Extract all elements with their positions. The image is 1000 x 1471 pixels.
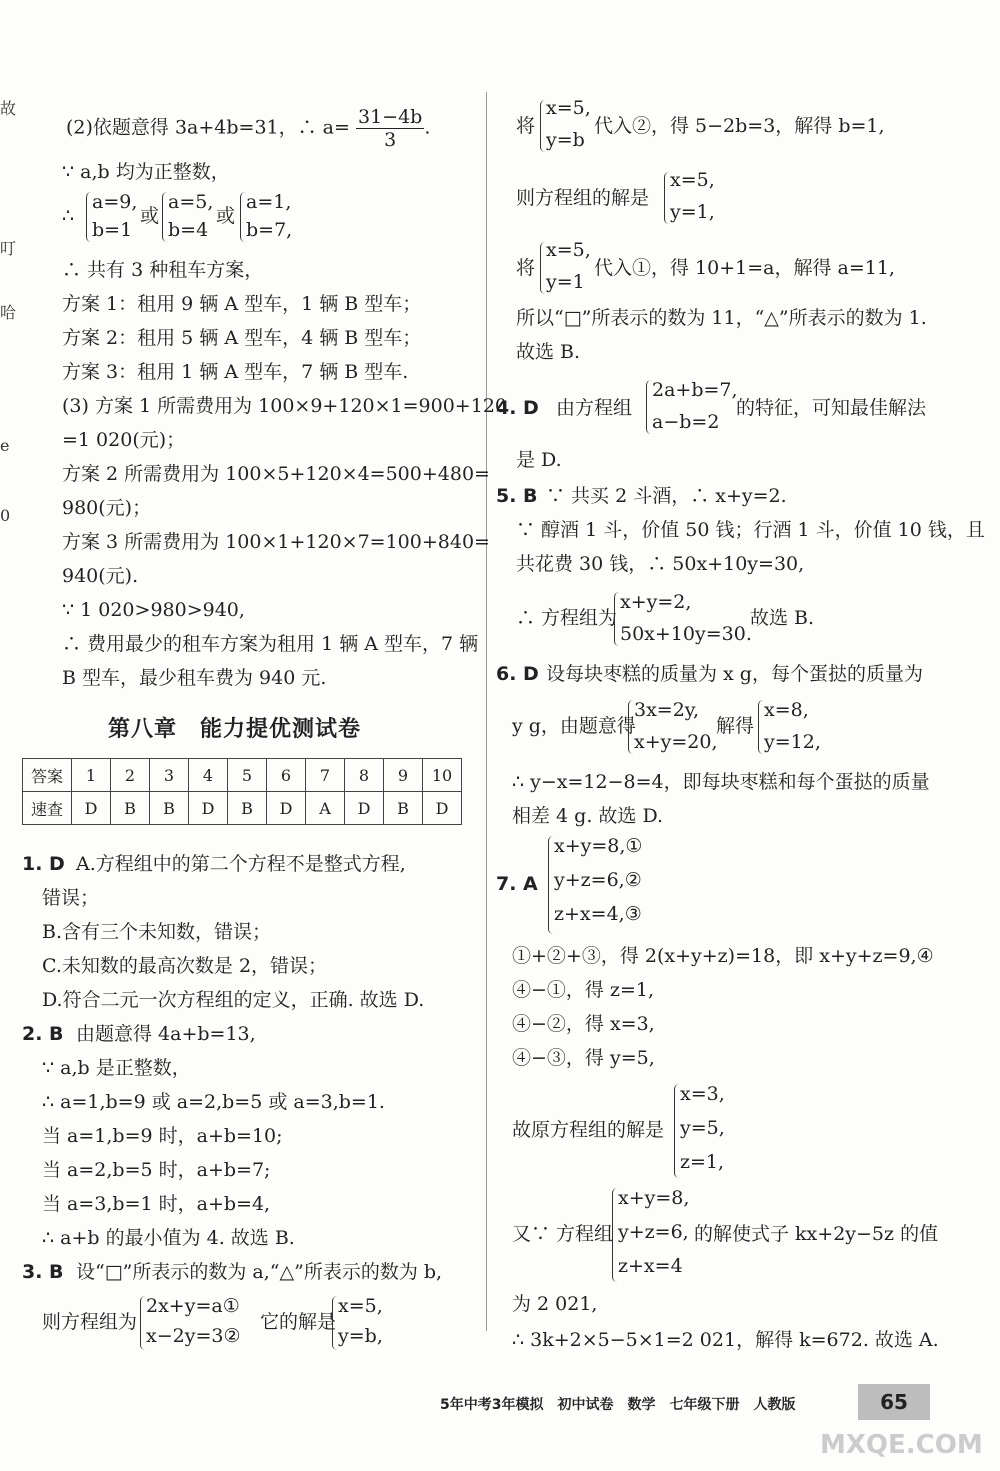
left-line: 由题意得 4a+b=13, — [76, 1023, 256, 1045]
sys-line: y=b — [546, 129, 585, 151]
edge-char: 0 — [0, 506, 11, 525]
sys-line: a=9, — [92, 191, 138, 213]
table-cell: D — [423, 792, 462, 825]
sys-line: y=1 — [546, 271, 585, 293]
sys-line: y=1, — [670, 201, 715, 223]
watermark: MXQE.COM — [820, 1430, 983, 1460]
sys-line: x=3, — [680, 1083, 725, 1105]
left-line: ∴ 共有 3 种租车方案， — [62, 259, 264, 281]
brace — [332, 1296, 337, 1350]
right-line: 将 — [516, 115, 536, 137]
left-line: ∴ 费用最少的租车方案为租用 1 辆 A 型车，7 辆 — [62, 633, 479, 655]
sys-line: x+y=8,① — [554, 835, 643, 857]
right-line: ④−③，得 y=5, — [512, 1047, 655, 1069]
sys-line: y=12, — [764, 731, 821, 753]
sys-line: y+z=6, — [618, 1221, 689, 1243]
right-line: 解得 — [716, 715, 755, 737]
brace — [540, 242, 545, 294]
table-cell: 8 — [345, 759, 384, 792]
right-line: ∵ 醇酒 1 斗，价值 50 钱；行酒 1 斗，价值 10 钱，且 — [516, 519, 985, 541]
table-cell: 3 — [150, 759, 189, 792]
sys-line: x=5, — [338, 1295, 383, 1317]
table-cell: B — [384, 792, 423, 825]
left-line — [62, 204, 74, 228]
left-line: 它的解是 — [260, 1311, 337, 1333]
table-cell: 10 — [423, 759, 462, 792]
right-line: ∴ 3k+2×5−5×1=2 021，解得 k=672. 故选 A. — [512, 1329, 939, 1351]
sys-line: y=5, — [680, 1117, 725, 1139]
right-line: 故选 B. — [516, 341, 581, 363]
brace — [162, 192, 167, 242]
right-line: 所以“□”所表示的数为 11，“△”所表示的数为 1. — [516, 307, 927, 329]
question-number: 3. B — [22, 1261, 64, 1283]
left-line: ∴ a+b 的最小值为 4. 故选 B. — [42, 1227, 295, 1249]
right-line: ∵ 共买 2 斗酒，∴ x+y=2. — [546, 485, 787, 507]
right-line: 的解使式子 kx+2y−5z 的值 — [694, 1223, 939, 1245]
right-line: 的特征，可知最佳解法 — [736, 397, 927, 419]
sys-line: x=5, — [546, 97, 591, 119]
table-cell: 6 — [267, 759, 306, 792]
sys-line: a=1, — [246, 191, 292, 213]
brace — [240, 192, 245, 242]
edge-char: 叮 — [0, 239, 17, 258]
brace — [646, 380, 651, 434]
left-line: 940(元). — [62, 565, 139, 587]
edge-char: e — [0, 436, 10, 455]
chapter-title: 第八章 能力提优测试卷 — [108, 717, 362, 742]
table-cell: 7 — [306, 759, 345, 792]
right-line: 共花费 30 钱，∴ 50x+10y=30, — [516, 553, 805, 575]
left-line: 当 a=1,b=9 时，a+b=10; — [42, 1125, 283, 1147]
left-line: 设“□”所表示的数为 a,“△”所表示的数为 b, — [76, 1261, 443, 1283]
left-line: 方案 3 所需费用为 100×1+120×7=100+840= — [62, 531, 490, 553]
table-cell: D — [72, 792, 111, 825]
table-cell: D — [267, 792, 306, 825]
fraction-numerator: 31−4b — [357, 106, 423, 128]
table-cell: 1 — [72, 759, 111, 792]
edge-char: 故 — [0, 99, 17, 118]
sys-line: x=8, — [764, 699, 809, 721]
brace — [612, 1188, 617, 1282]
edge-char: 哈 — [0, 303, 17, 322]
left-line: B 型车，最少租车费为 940 元. — [62, 667, 327, 689]
sys-line: 3x=2y, — [634, 699, 700, 721]
left-line: A.方程组中的第二个方程不是整式方程, — [76, 853, 406, 875]
right-line: 故原方程组的解是 — [512, 1119, 665, 1141]
left-line: 则方程组为 — [42, 1311, 138, 1333]
table-cell: A — [306, 792, 345, 825]
right-line: 由方程组 — [556, 397, 633, 419]
left-line: (3) 方案 1 所需费用为 100×9+120×1=900+120 — [62, 395, 507, 417]
column-divider — [486, 92, 487, 1331]
table-cell: B — [150, 792, 189, 825]
right-line: 相差 4 g. 故选 D. — [512, 805, 664, 827]
left-line: ∵ a,b 均为正整数， — [62, 161, 230, 183]
text: 或 — [216, 205, 236, 227]
brace — [614, 592, 619, 646]
brace — [674, 1084, 679, 1178]
brace — [140, 1296, 145, 1350]
left-line: 当 a=2,b=5 时，a+b=7; — [42, 1159, 271, 1181]
right-line: 又∵ 方程组 — [512, 1223, 614, 1245]
left-line: B.含有三个未知数，错误； — [42, 921, 272, 943]
sys-line: a−b=2 — [652, 411, 720, 433]
footer-series: 5年中考3年模拟 初中试卷 数学 七年级下册 人教版 — [440, 1397, 796, 1413]
brace — [758, 700, 763, 754]
left-line: C.未知数的最高次数是 2，错误； — [42, 955, 328, 977]
sys-line: z=1, — [680, 1151, 725, 1173]
sys-line: b=4 — [168, 219, 209, 241]
table-cell: D — [345, 792, 384, 825]
table-cell: B — [111, 792, 150, 825]
right-line: ④−①，得 z=1, — [512, 979, 655, 1001]
fraction — [356, 106, 424, 151]
left-line: 方案 1：租用 9 辆 A 型车，1 辆 B 型车； — [62, 293, 422, 315]
sys-line: x=5, — [670, 169, 715, 191]
sys-line: 50x+10y=30. — [620, 623, 752, 645]
text: ∴ — [62, 205, 75, 227]
table-cell: 9 — [384, 759, 423, 792]
table-cell: 速查 — [23, 792, 72, 825]
sys-line: y=b, — [338, 1325, 383, 1347]
sys-line: 2x+y=a① — [146, 1295, 240, 1317]
left-line: ∵ 1 020>980>940, — [62, 599, 245, 621]
sys-line: z+x=4 — [618, 1255, 683, 1277]
brace — [540, 100, 545, 152]
right-line: 设每块枣糕的质量为 x g，每个蛋挞的质量为 — [546, 663, 923, 685]
right-line: ④−②，得 x=3, — [512, 1013, 655, 1035]
answer-table — [22, 758, 462, 825]
left-line: 当 a=3,b=1 时，a+b=4, — [42, 1193, 271, 1215]
right-line: ∴ 方程组为 — [516, 607, 618, 629]
question-number: 6. D — [496, 663, 539, 685]
right-line: 则方程组的解是 — [516, 187, 650, 209]
right-line: ∴ y−x=12−8=4，即每块枣糕和每个蛋挞的质量 — [512, 771, 930, 793]
right-line: ①+②+③，得 2(x+y+z)=18，即 x+y+z=9,④ — [512, 945, 934, 967]
right-line: 是 D. — [516, 449, 562, 471]
sys-line: x+y=8, — [618, 1187, 690, 1209]
question-number: 5. B — [496, 485, 538, 507]
sys-line: 2a+b=7, — [652, 379, 738, 401]
table-cell: 2 — [111, 759, 150, 792]
question-number: 2. B — [22, 1023, 64, 1045]
right-line: 代入①，得 10+1=a，解得 a=11, — [594, 257, 895, 279]
left-line: D.符合二元一次方程组的定义，正确. 故选 D. — [42, 989, 425, 1011]
left-line: (2)依题意得 3a+4b=31，∴ a= $\frac{31-4b}{3}$ . — [66, 106, 431, 151]
table-cell: 5 — [228, 759, 267, 792]
page-number: 65 — [858, 1384, 930, 1420]
text: (2)依题意得 3a+4b=31，∴ a= — [66, 116, 350, 139]
sys-line: b=1 — [92, 219, 133, 241]
sys-line: z+x=4,③ — [554, 903, 642, 925]
left-line: ∴ a=1,b=9 或 a=2,b=5 或 a=3,b=1. — [42, 1091, 385, 1113]
table-row — [23, 759, 462, 792]
brace — [548, 836, 553, 934]
table-row — [23, 792, 462, 825]
left-line: 错误； — [42, 887, 100, 909]
table-cell: B — [228, 792, 267, 825]
left-line: =1 020(元)； — [62, 429, 186, 451]
sys-line: a=5, — [168, 191, 214, 213]
right-line: 将 — [516, 257, 536, 279]
sys-line: x+y=2, — [620, 591, 692, 613]
left-line: 方案 2 所需费用为 100×5+120×4=500+480= — [62, 463, 490, 485]
table-cell: 答案 — [23, 759, 72, 792]
sys-line: y+z=6,② — [554, 869, 642, 891]
right-line: 故选 B. — [750, 607, 815, 629]
left-line: 980(元)； — [62, 497, 152, 519]
sys-line: x+y=20, — [634, 731, 718, 753]
brace — [664, 172, 669, 224]
text: 或 — [140, 205, 160, 227]
left-line: 方案 3：租用 1 辆 A 型车，7 辆 B 型车. — [62, 361, 409, 383]
question-number: 7. A — [496, 873, 538, 895]
sys-line: b=7, — [246, 219, 293, 241]
question-number: 1. D — [22, 853, 65, 875]
right-line: 为 2 021, — [512, 1293, 598, 1315]
left-line: 方案 2：租用 5 辆 A 型车，4 辆 B 型车； — [62, 327, 422, 349]
sys-line: x−2y=3② — [146, 1325, 241, 1347]
sys-line: x=5, — [546, 239, 591, 261]
brace — [628, 700, 633, 754]
right-line: 代入②，得 5−2b=3，解得 b=1, — [594, 115, 885, 137]
table-cell: D — [189, 792, 228, 825]
right-line: y g，由题意得 — [512, 715, 636, 737]
question-number: 4. D — [496, 397, 539, 419]
table-cell: 4 — [189, 759, 228, 792]
brace — [86, 192, 91, 242]
fraction-denominator: 3 — [384, 129, 397, 151]
left-line: ∵ a,b 是正整数， — [42, 1057, 191, 1079]
